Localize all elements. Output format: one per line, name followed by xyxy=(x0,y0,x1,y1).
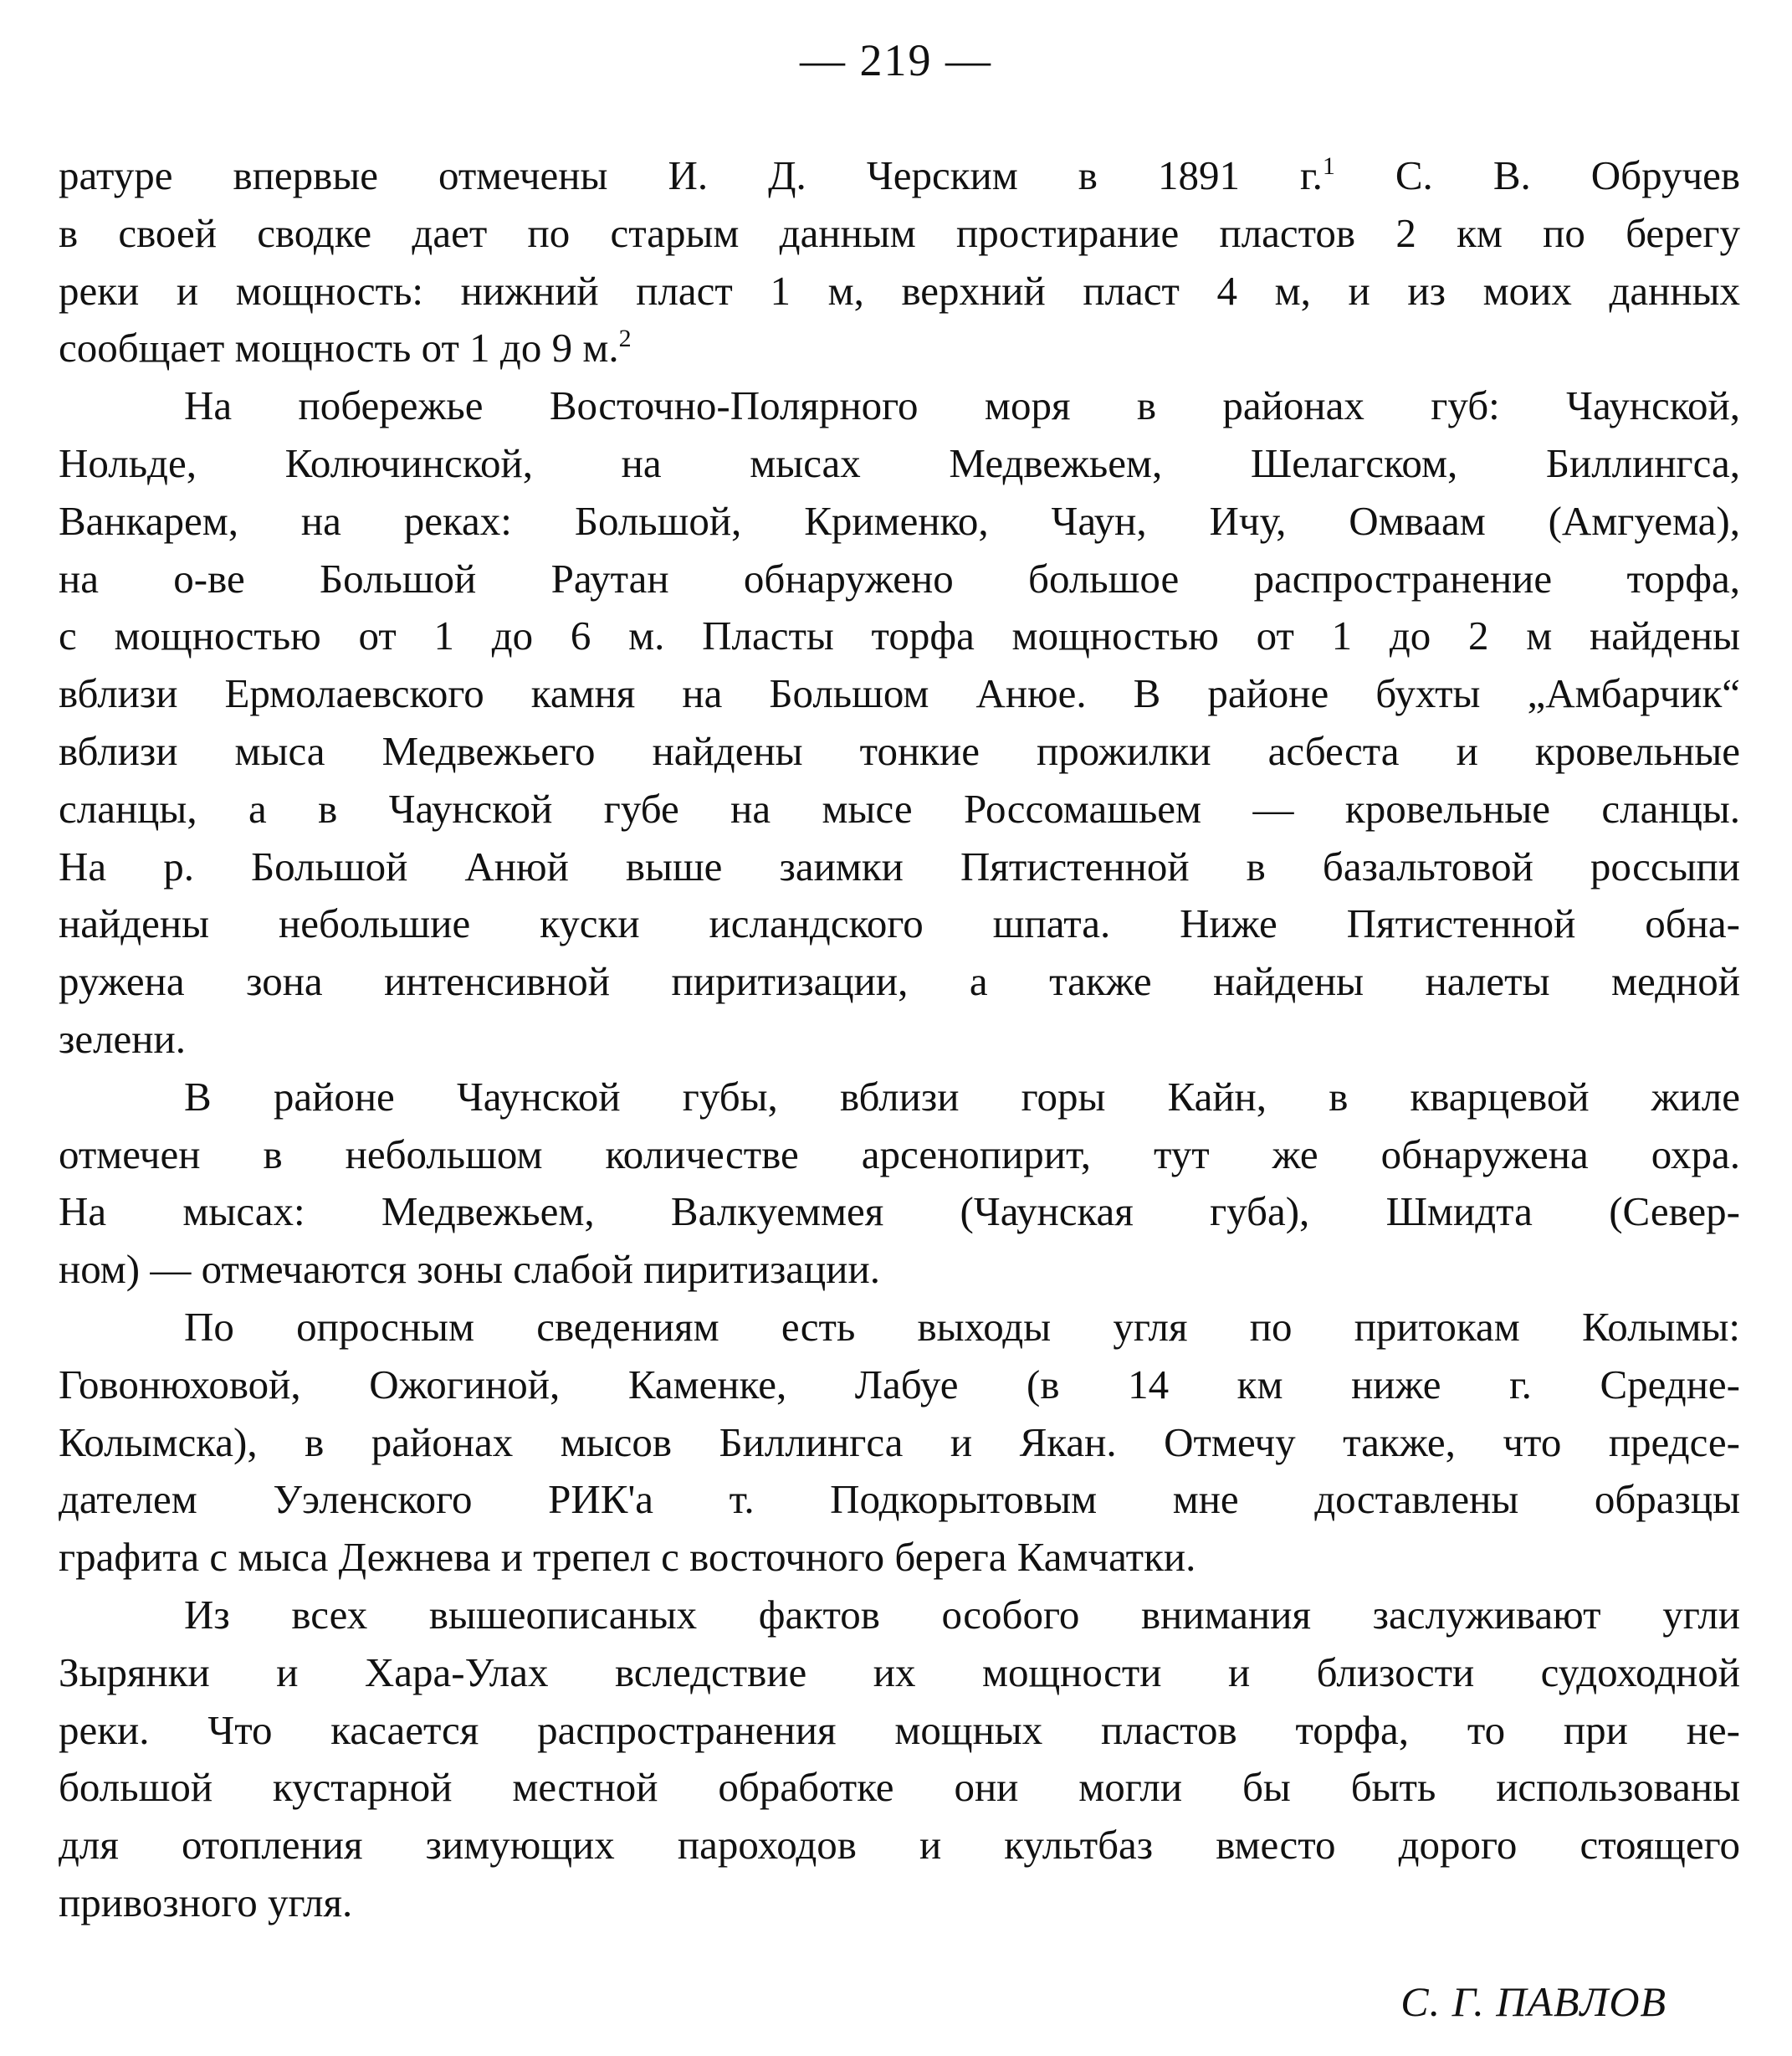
text-line: реки и мощность: нижний пласт 1 м, верхний пласт 4 м, и из моих данных xyxy=(59,267,1740,314)
footnote-marker: 1 xyxy=(1322,152,1335,180)
text-line: На р. Большой Анюй выше заимки Пятистенной в базальтовой россыпи xyxy=(59,843,1740,890)
author-signature: С. Г. ПАВЛОВ xyxy=(1400,1978,1667,2025)
text-line: графита с мыса Дежнева и трепел с восточного берега Камчатки. xyxy=(59,1534,1196,1581)
text-line: для отопления зимующих пароходов и культбаз вместо дорого стоящего xyxy=(59,1822,1740,1869)
text-line: реки. Что касается распространения мощных пластов торфа, то при не- xyxy=(59,1706,1740,1753)
paragraph xyxy=(59,1069,1740,1299)
text-line: ратуре впервые отмечены И. Д. Черским в 1891 г.$^1$ С. В. Обручев xyxy=(59,152,1741,198)
text-line: Из всех вышеописаных фактов особого внимания заслуживают угли xyxy=(184,1591,1740,1638)
text-line: зелени. xyxy=(59,1015,187,1062)
text-line: сланцы, а в Чаунской губе на мысе Россомашьем — кровельные сланцы. xyxy=(59,785,1740,832)
text-line: ном) — отмечаются зоны слабой пиритизации. xyxy=(59,1246,880,1293)
text-line: привозного угля. xyxy=(59,1879,353,1925)
text-line: Колымска), в районах мысов Биллингса и Якан. Отмечу также, что предсе- xyxy=(59,1418,1740,1465)
footnote-marker: 2 xyxy=(618,325,632,353)
text-line: сообщает мощность от 1 до 9 м.$^2$ xyxy=(59,325,632,372)
paragraph xyxy=(59,1587,1740,1932)
text-line: Говонюховой, Ожогиной, Каменке, Лабуе (в 14 км ниже г. Средне- xyxy=(59,1361,1740,1407)
text-line: Зырянки и Хара-Улах вследствие их мощности и близости судоходной xyxy=(59,1648,1740,1695)
page-number: — 219 — xyxy=(800,35,992,85)
text-line: отмечен в небольшом количестве арсенопирит, тут же обнаружена охра. xyxy=(59,1131,1740,1177)
text-line: Ванкарем, на реках: Большой, Крименко, Чаун, Ичу, Омваам (Амгуема), xyxy=(59,497,1740,544)
text-line: вблизи мыса Медвежьего найдены тонкие прожилки асбеста и кровельные xyxy=(59,727,1740,774)
paragraph xyxy=(59,1299,1740,1587)
text-line: большой кустарной местной обработке они могли бы быть использованы xyxy=(59,1764,1740,1811)
text-line: На побережье Восточно-Полярного моря в районах губ: Чаунской, xyxy=(184,382,1740,429)
text-line: с мощностью от 1 до 6 м. Пласты торфа мощностью от 1 до 2 м найдены xyxy=(59,613,1740,659)
text-line: в своей сводке дает по старым данным простирание пластов 2 км по берегу xyxy=(59,209,1740,256)
text-line: Нольде, Колючинской, на мысах Медвежьем, Шелагском, Биллингса, xyxy=(59,439,1740,486)
body-text xyxy=(59,147,1740,1932)
text-line: дателем Уэленского РИК'а т. Подкорытовым мне доставлены образцы xyxy=(59,1476,1740,1523)
text-line: В районе Чаунской губы, вблизи горы Кайн, в кварцевой жиле xyxy=(184,1073,1740,1120)
text-line: на о-ве Большой Раутан обнаружено большое распространение торфа, xyxy=(59,555,1740,602)
text-line: ружена зона интенсивной пиритизации, а также найдены налеты медной xyxy=(59,958,1740,1005)
paragraph xyxy=(59,377,1740,1069)
text-line: На мысах: Медвежьем, Валкуеммея (Чаунская губа), Шмидта (Север- xyxy=(59,1188,1740,1235)
text-line: найдены небольшие куски исландского шпата. Ниже Пятистенной обна- xyxy=(59,900,1740,947)
text-line: вблизи Ермолаевского камня на Большом Анюе. В районе бухты „Амбарчик“ xyxy=(59,670,1740,717)
paragraph xyxy=(59,147,1740,377)
text-line: По опросным сведениям есть выходы угля по притокам Колымы: xyxy=(184,1303,1740,1350)
